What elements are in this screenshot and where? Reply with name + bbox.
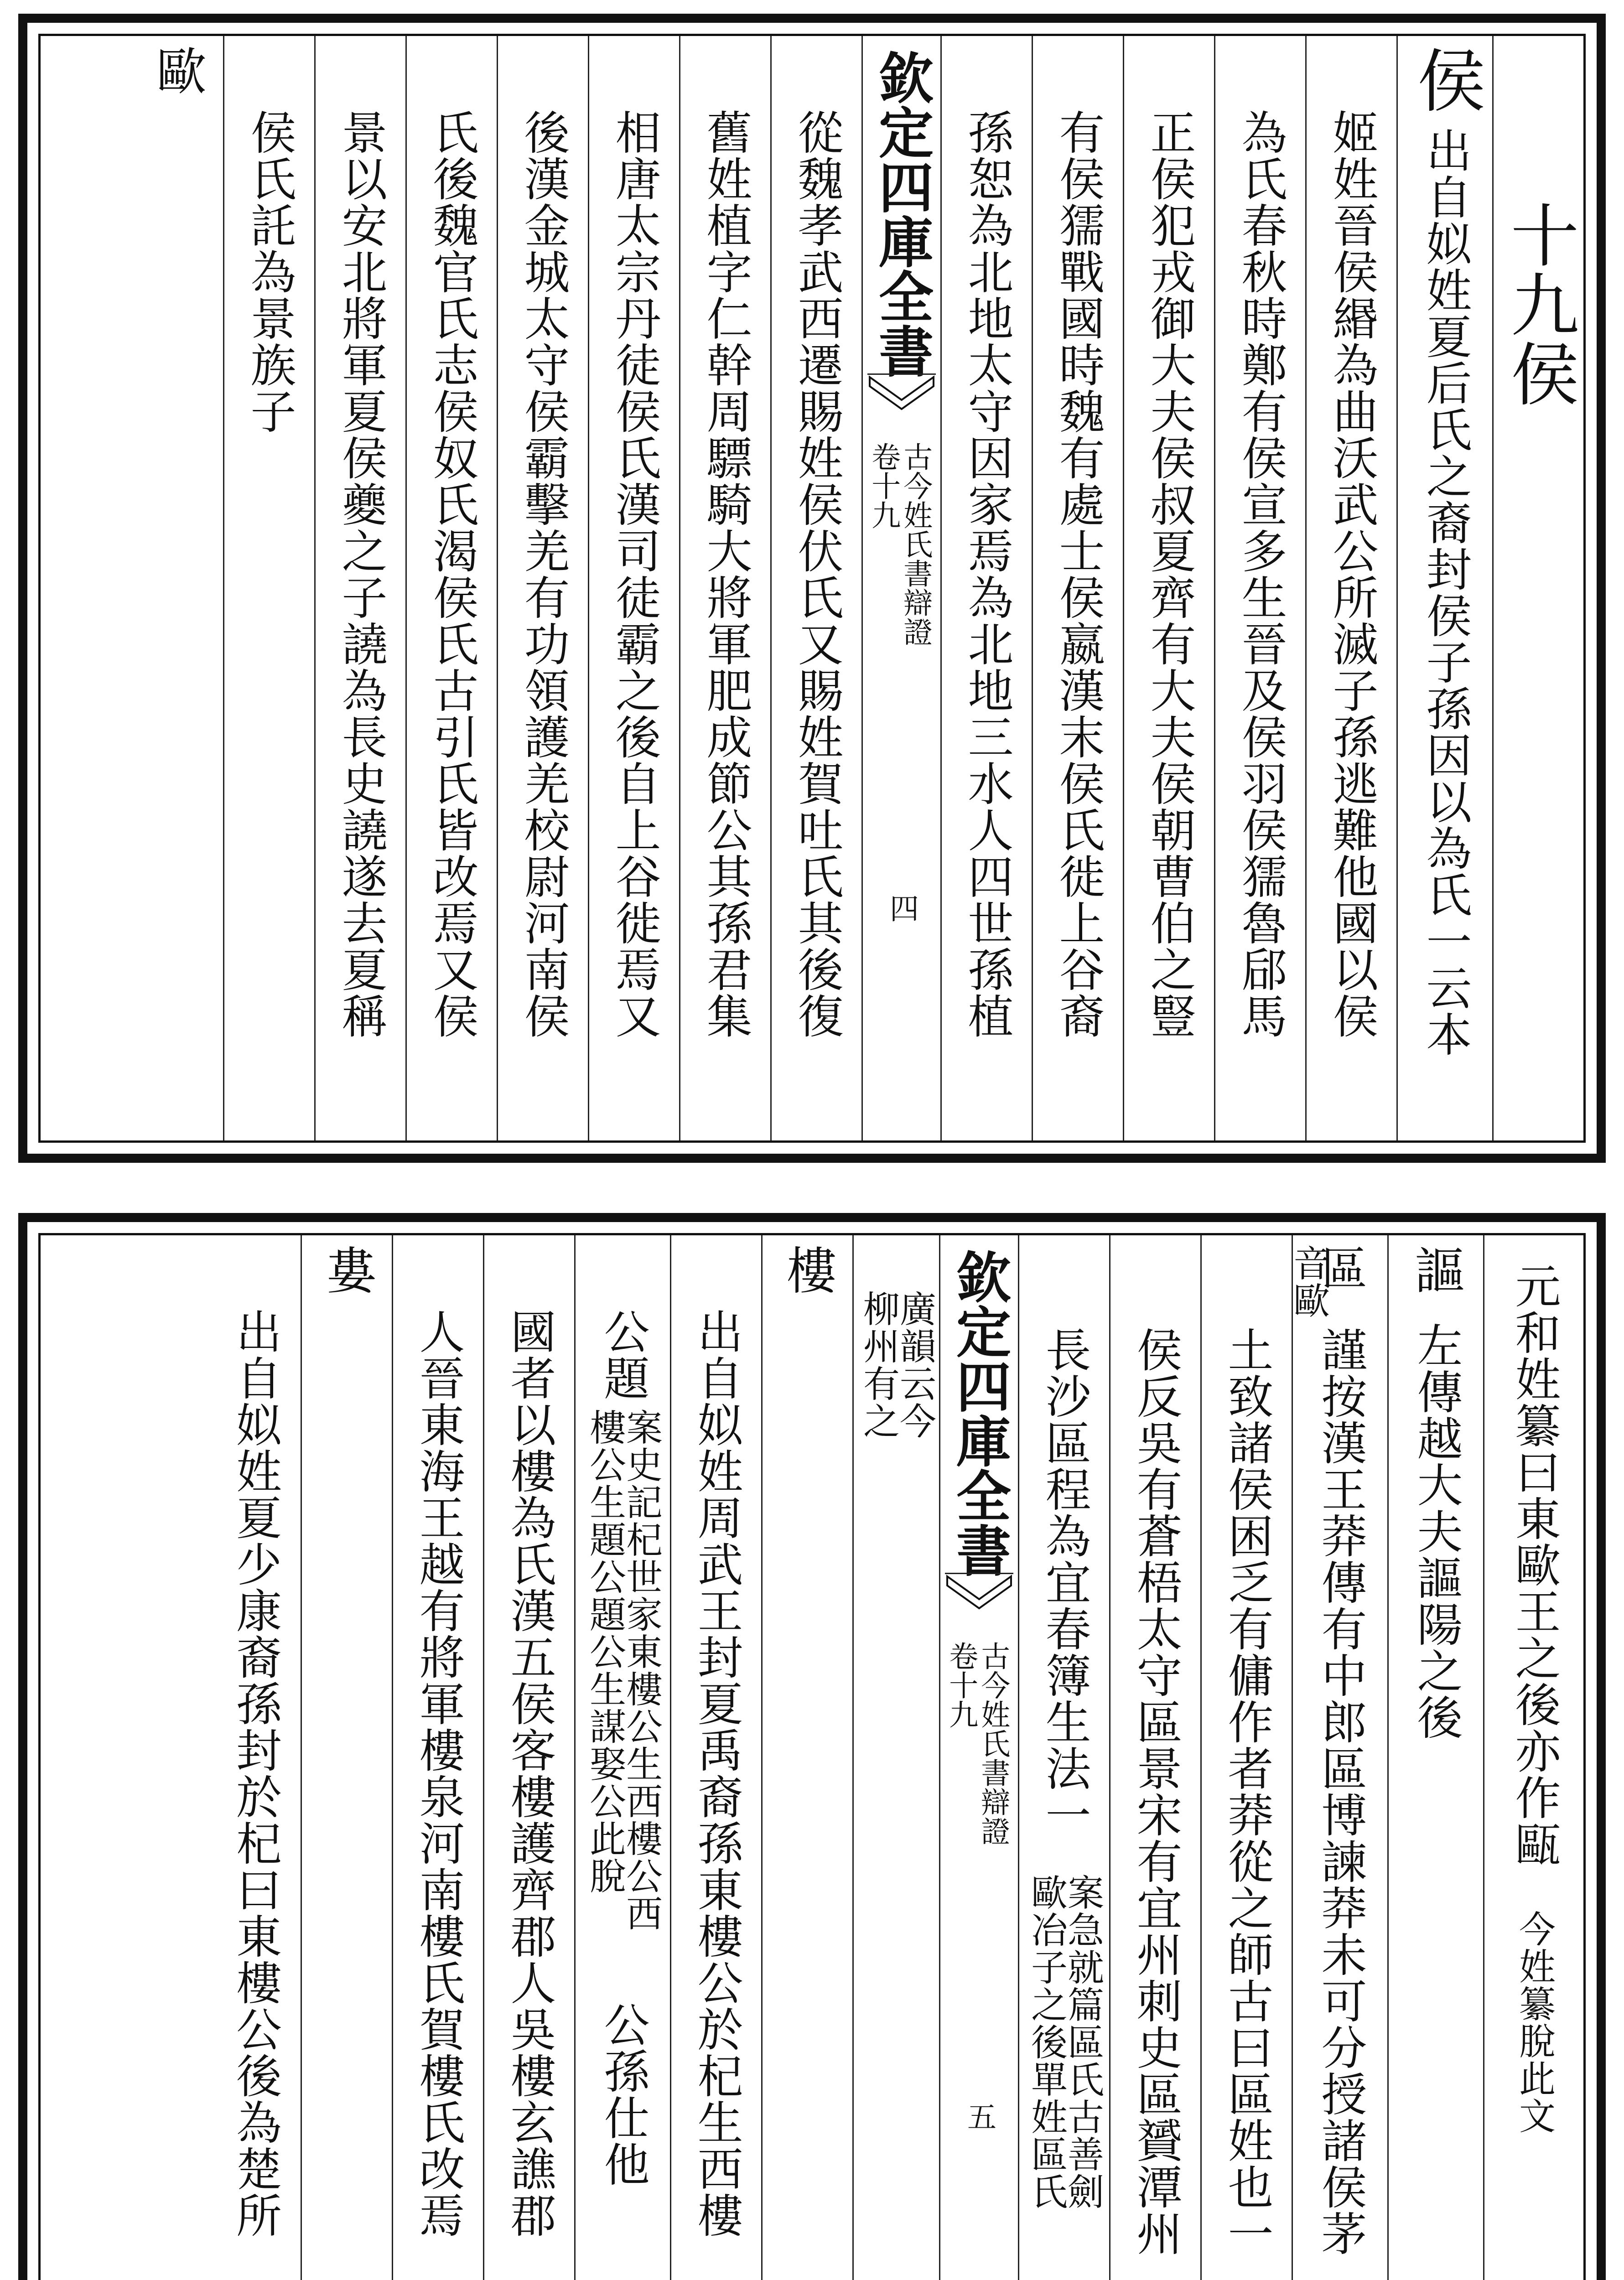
- rhyme-title: 十九侯: [1499, 200, 1578, 408]
- bottom-col-13: [301, 1235, 392, 2280]
- bottom-page-columns: [38, 1233, 1586, 2280]
- top-col-5: [1032, 36, 1123, 1140]
- top-col-7: [770, 36, 861, 1140]
- bottom-col-6: [1018, 1235, 1109, 2280]
- center-title: 欽定四庫全書: [947, 1249, 1012, 1577]
- top-col-10: [497, 36, 588, 1140]
- top-col-11: [405, 36, 497, 1140]
- annotation-note-left: 歐冶子之後單姓區氏: [1025, 1874, 1068, 2210]
- text-column: 出自姒姓夏后氏之裔封侯子孫因以為氏一云本: [1418, 127, 1472, 1057]
- center-title: 欽定四庫全書: [870, 50, 934, 378]
- center-page-number: 五: [962, 2102, 996, 2131]
- bottom-col-10: [574, 1235, 670, 2280]
- text-column: 氏後魏官氏志侯奴氏渴侯氏古引氏皆改焉又侯: [425, 109, 479, 1039]
- text-column: 長沙區程為宜春簿生法一: [1038, 1327, 1091, 1838]
- text-column: 從魏孝武西遷賜姓侯伏氏又賜姓賀吐氏其後復: [790, 109, 844, 1039]
- bottom-page: [18, 1213, 1606, 2280]
- center-page-number: 四: [885, 893, 918, 922]
- text-column: 國者以樓為氏漢五侯客樓護齊郡人吳樓玄譙郡: [503, 1308, 556, 2239]
- top-col-8: [679, 36, 770, 1140]
- bottom-center-column: [939, 1235, 1018, 2280]
- text-column: 正侯犯戎御大夫侯叔夏齊有大夫侯朝曹伯之豎: [1142, 109, 1196, 1039]
- text-column: 左傳越大夫謳陽之後: [1409, 1322, 1463, 1741]
- top-col-1: [1396, 36, 1492, 1140]
- bottom-col-3: [1287, 1235, 1387, 2280]
- bottom-col-7: [852, 1235, 939, 2280]
- center-volume: 卷十九: [944, 1641, 978, 1729]
- text-column: 有侯獳戰國時魏有處士侯嬴漢末侯氏徙上谷裔: [1051, 109, 1105, 1039]
- text-column: 相唐太宗丹徒侯氏漢司徒霸之後自上谷徙焉又: [607, 109, 661, 1039]
- fish-tail-mark: [945, 1573, 1013, 1624]
- top-page: [18, 14, 1606, 1163]
- center-book-title: 古今姓氏書辯證: [898, 442, 933, 646]
- entry-head-ou2: 謳: [1406, 1244, 1465, 1295]
- annotation-note-left: 柳州有之: [857, 1290, 900, 1440]
- entry-head-hou: 侯: [1405, 45, 1485, 114]
- bottom-col-4: [1200, 1235, 1292, 2280]
- entry-head-lou2: 婁: [317, 1244, 376, 1295]
- annotation-note-right: 廣韻云今: [893, 1290, 936, 1440]
- text-column: 元和姓纂曰東歐王之後亦作甌: [1507, 1263, 1561, 1867]
- top-center-column: [861, 36, 940, 1140]
- top-col-3: [1214, 36, 1305, 1140]
- center-volume: 卷十九: [866, 442, 901, 529]
- text-column: 謹按漢王莽傳有中郎區博諫莽未可分授諸侯茅: [1313, 1327, 1367, 2257]
- bottom-col-5: [1109, 1235, 1200, 2280]
- text-column: 景以安北將軍夏侯夔之子譊為長史譊遂去夏稱: [334, 109, 388, 1039]
- top-col-6: [940, 36, 1032, 1140]
- text-column: 出自姒姓周武王封夏禹裔孫東樓公於杞生西樓: [690, 1308, 743, 2239]
- fish-tail-mark: [867, 373, 936, 425]
- bottom-col-12: [392, 1235, 483, 2280]
- annotation-note-right: 案史記杞世家東樓公生西樓公西: [620, 1409, 663, 1932]
- text-column: 土致諸侯困乏有傭作者莽從之師古曰區姓也一: [1220, 1327, 1274, 2257]
- entry-head-lou: 樓: [778, 1244, 837, 1295]
- text-column: 為氏春秋時鄭有侯宣多生晉及侯羽侯獳魯郈馬: [1234, 109, 1287, 1039]
- top-col-rhyme-title: [1492, 36, 1583, 1140]
- text-column: 公題: [596, 1308, 650, 1401]
- text-column: 侯反吳有蒼梧太守區景宋有宜州刺史區贇潭州: [1129, 1327, 1183, 2257]
- text-column: 侯氏託為景族子: [243, 109, 296, 435]
- center-book-title: 古今姓氏書辯證: [976, 1641, 1010, 1845]
- top-page-columns: [38, 34, 1586, 1143]
- pronunciation-note: 音歐: [1287, 1244, 1330, 1319]
- text-column: 出自姒姓夏少康裔孫封於杞曰東樓公後為楚所: [228, 1308, 282, 2239]
- annotation-note: 今姓纂脫此文: [1513, 1910, 1556, 2135]
- top-col-14: [132, 36, 223, 1140]
- text-column: 孫恕為北地太守因家焉為北地三水人四世孫植: [960, 109, 1014, 1039]
- bottom-col-2: [1387, 1235, 1483, 2280]
- top-col-12: [314, 36, 405, 1140]
- text-column: 後漢金城太守侯霸擊羌有功領護羌校尉河南侯: [516, 109, 570, 1039]
- entry-head-ou: 歐: [148, 45, 207, 96]
- entry-head-qu: 區: [1313, 1244, 1367, 1291]
- top-col-2: [1305, 36, 1396, 1140]
- bottom-col-11: [483, 1235, 574, 2280]
- text-column: 舊姓植字仁幹周驃騎大將軍肥成節公其孫君集: [699, 109, 752, 1039]
- top-col-13: [223, 36, 314, 1140]
- top-col-4: [1123, 36, 1214, 1140]
- bottom-col-1: [1483, 1235, 1583, 2280]
- bottom-col-14: [209, 1235, 301, 2280]
- text-column-tail: 公孫仕他: [596, 2001, 650, 2187]
- bottom-col-8: [761, 1235, 852, 2280]
- text-column: 人晉東海王越有將軍樓泉河南樓氏賀樓氏改焉: [411, 1308, 465, 2239]
- bottom-col-9: [670, 1235, 761, 2280]
- text-column: 姬姓晉侯緡為曲沃武公所滅子孫逃難他國以侯: [1325, 109, 1379, 1039]
- top-col-9: [588, 36, 679, 1140]
- annotation-note-left: 樓公生題公題公生謀娶公此脫: [583, 1409, 626, 1895]
- annotation-note-right: 案急就篇區氏古善劍: [1061, 1874, 1104, 2210]
